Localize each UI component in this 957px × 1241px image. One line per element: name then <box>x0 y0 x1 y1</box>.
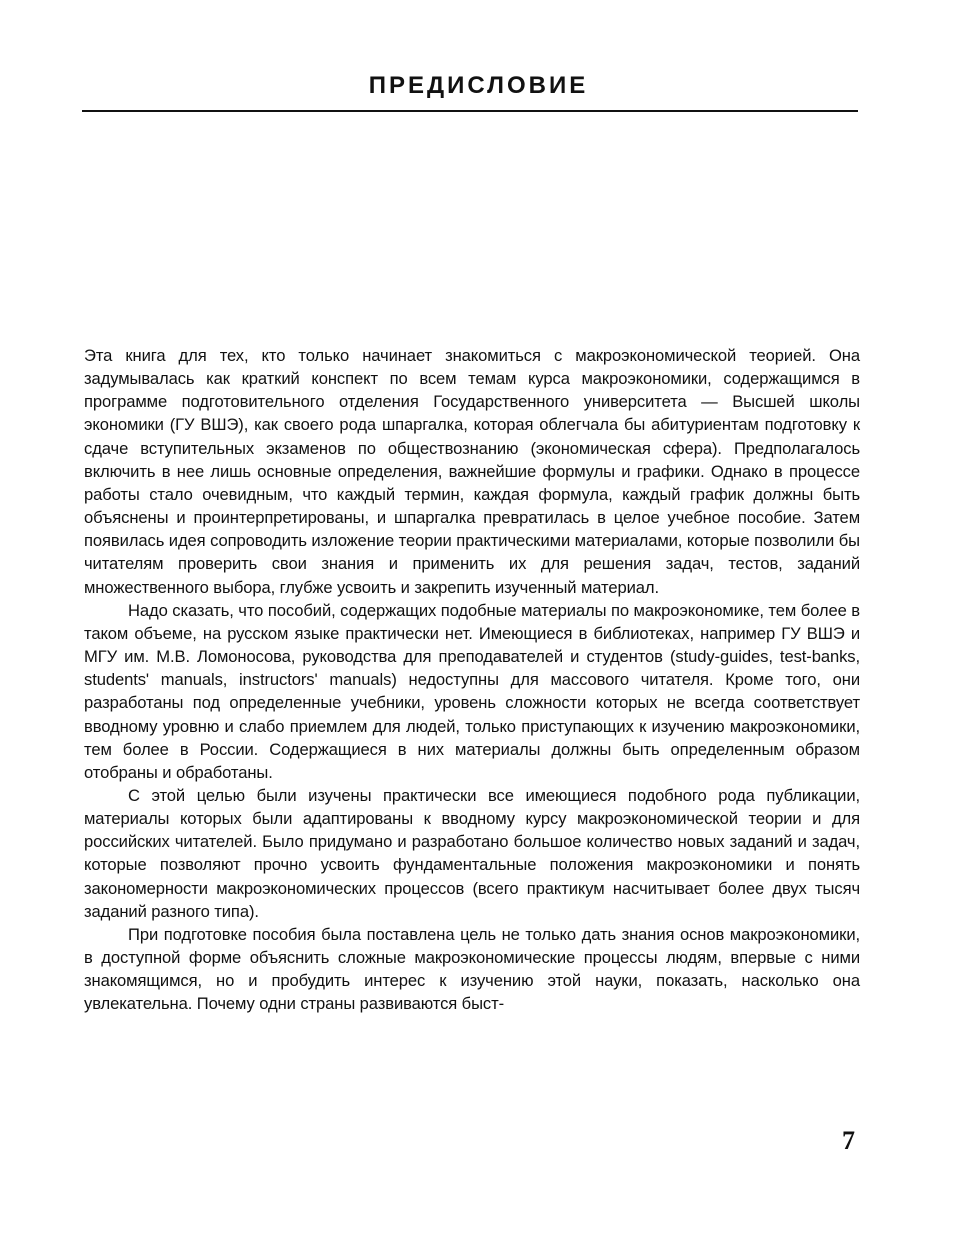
paragraph-4: При подготовке пособия была поставлена цель не только дать знания основ макроэкономики, в доступной форме объяснить сложные макроэкономические процессы людям, впервые с ними знакомящимся, но и пробудить интерес к изучению этой науки, показать, насколько она увлекательна. Почему одни страны развиваются быст- <box>84 924 860 1014</box>
page-title: ПРЕДИСЛОВИЕ <box>368 72 589 99</box>
title-divider <box>82 110 858 112</box>
preface-body <box>84 344 860 1016</box>
paragraph-2: Надо сказать, что пособий, содержащих подобные материалы по макроэкономике, тем более в таком объеме, на русском языке практически нет. Имеющиеся в библиотеках, например ГУ ВШЭ и МГУ им. М.В. Ломоносова, руководства для преподавателей и студентов (study-guides, test-banks, students' manuals, instructors' manuals) недоступны для массового читателя. Кроме того, они разработаны под определенные учебники, уровень сложности которых не всегда соответствует вводному уровню и слабо приемлем для людей, только приступающих к изучению макроэкономики, тем более в России. Содержащиеся в них материалы должны быть определенным образом отобраны и обработаны. <box>84 600 860 782</box>
page-number: 7 <box>842 1126 855 1155</box>
paragraph-3: С этой целью были изучены практически все имеющиеся подобного рода публикации, материалы которых были адаптированы к вводному курсу макроэкономической теории и для российских читателей. Было придумано и разработано большое количество новых заданий и задач, которые позволяют прочно усвоить фундаментальные положения макроэкономики и понять закономерности макроэкономических процессов (всего практикум насчитывает более двух тысяч заданий разного типа). <box>84 785 860 921</box>
paragraph-1: Эта книга для тех, кто только начинает знакомиться с макроэкономической теорией. Она задумывалась как краткий конспект по всем темам курса макроэкономики, содержащимся в программе подготовительного отделения Государственного университета — Высшей школы экономики (ГУ ВШЭ), как своего рода шпаргалка, которая облегчала бы абитуриентам подготовку к сдаче вступительных экзаменов по обществознанию (экономическая сфера). Предполагалось включить в нее лишь основные определения, важнейшие формулы и графики. Однако в процессе работы стало очевидным, что каждый термин, каждая формула, каждый график должны быть объяснены и проинтерпретированы, и шпаргалка превратилась в целое учебное пособие. Затем появилась идея сопроводить изложение теории практическими материалами, которые позволили бы читателям проверить свои знания и применить их для решения задач, тестов, заданий множественного выбора, глубже усвоить и закрепить изученный материал. <box>84 346 860 597</box>
